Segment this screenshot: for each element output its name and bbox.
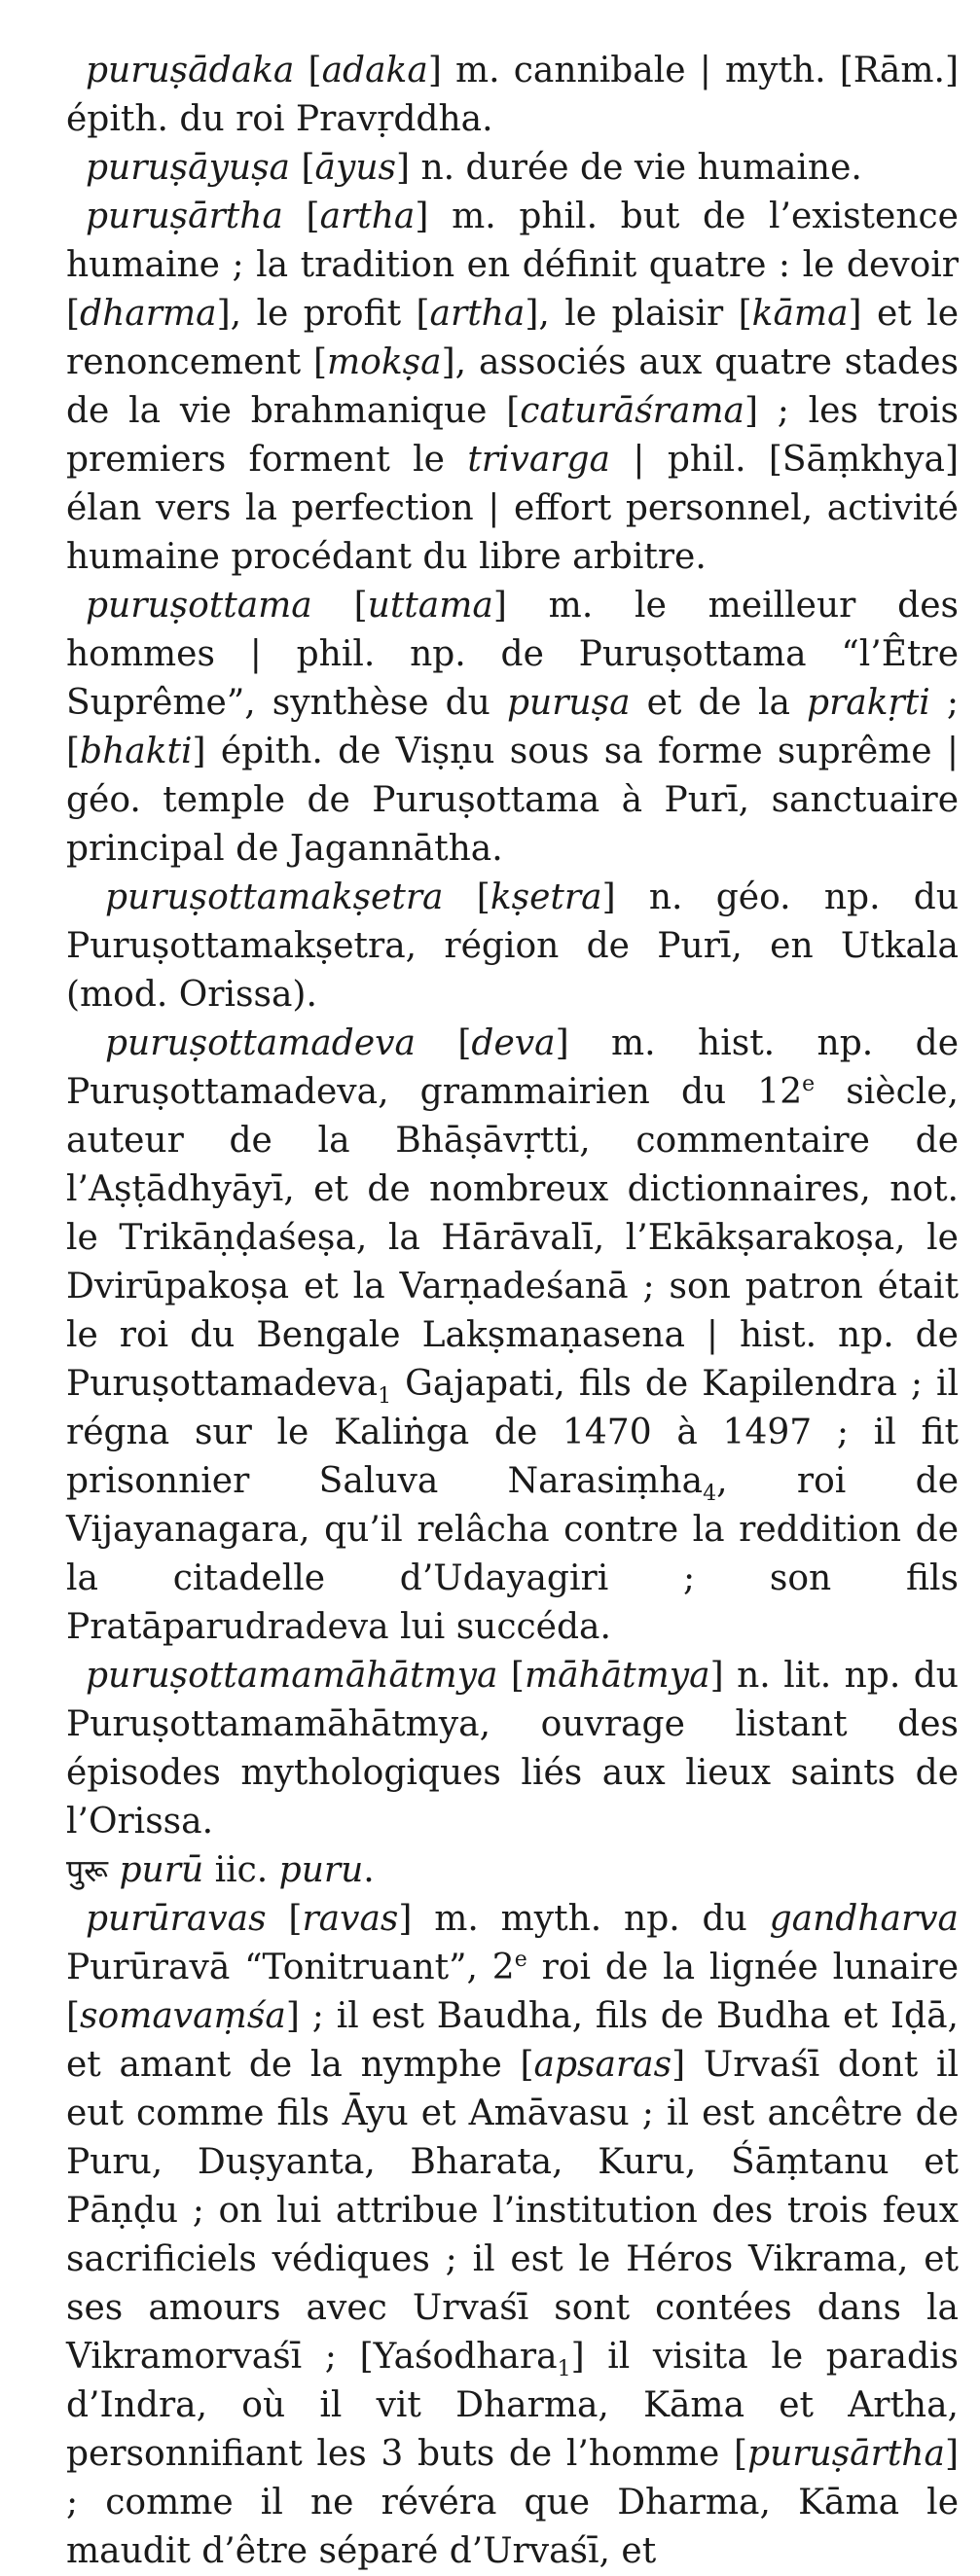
subscript: 1 — [557, 2357, 571, 2382]
italic-term: trivarga — [467, 440, 611, 480]
entry-lemma: puruṣottama — [86, 586, 312, 626]
entry-text: iic. — [203, 1850, 279, 1890]
entry-text: ] ; les trois premiers forment le — [66, 391, 959, 480]
entry-text: ] m. le meilleur des hommes | phil. np. de Puruṣottama “l’Être Suprême”, synthèse du — [66, 586, 959, 723]
entry-lemma: puruṣādaka — [86, 51, 295, 90]
dictionary-entry — [66, 144, 959, 193]
entry-text: [ — [415, 1023, 472, 1063]
entry-lemma: purū — [119, 1850, 204, 1890]
italic-term: māhātmya — [524, 1656, 710, 1696]
dictionary-entry — [66, 582, 959, 874]
entry-text: ] épith. de Viṣṇu sous sa forme suprême | géo. temple de Puruṣottama à Purī, sanctuaire principal de Jagannātha. — [66, 732, 959, 869]
entry-text: ] m. phil. but de l’existence humaine ; la tradition en définit quatre : le devoir [ — [66, 197, 959, 334]
entry-text: [ — [282, 197, 320, 236]
entry-lemma: puruṣottamakṣetra — [105, 877, 444, 917]
dictionary-entry — [66, 1652, 959, 1846]
entry-text: ] n. géo. np. du Puruṣottamakṣetra, région de Purī, en Utkala (mod. Orissa). — [66, 877, 959, 1015]
italic-term: dharma — [80, 294, 217, 334]
italic-term: caturāśrama — [520, 391, 744, 431]
italic-term: āyus — [314, 148, 396, 188]
entry-text: ] Urvaśī dont il eut comme fils Āyu et Amāvasu ; il est ancêtre de Puru, Duṣyanta, Bharata, Kuru, Śāṃtanu et Pāṇḍu ; on lui attribue l’institution des trois feux sacrificiels védiques ; il est le Héros Vikrama, et ses amours avec Urvaśī sont contées dans la Vikramorvaśī ; [Yaśodhara — [66, 2045, 959, 2377]
entry-text: ] ; comme il ne révéra que Dharma, Kāma le maudit d’être séparé d’Urvaśī, et — [66, 2434, 959, 2571]
entry-text: [ — [290, 148, 315, 188]
entry-text: ], associés aux quatre stades de la vie brahmanique [ — [66, 342, 960, 431]
devanagari-headword: पुरू — [66, 1852, 109, 1889]
italic-term: puruṣārtha — [747, 2434, 945, 2474]
entry-text: , roi de Vijayanagara, qu’il relâcha contre la reddition de la citadelle d’Udayagiri ; son fils Pratāparudradeva lui succéda. — [66, 1461, 959, 1647]
dictionary-entry — [66, 874, 959, 1020]
entry-text: ], le plaisir [ — [525, 294, 752, 334]
italic-term: bhakti — [80, 732, 193, 771]
entry-text: ] il visita le paradis d’Indra, où il vit Dharma, Kāma et Artha, personnifiant les 3 buts de l’homme [ — [66, 2337, 959, 2474]
dictionary-entry — [66, 193, 959, 582]
italic-term: puru — [278, 1850, 364, 1890]
italic-term: artha — [319, 197, 416, 236]
italic-term: apsaras — [533, 2045, 672, 2085]
entry-list — [66, 47, 959, 2576]
entry-text: ] m. myth. np. du — [398, 1899, 770, 1939]
entry-text: [ — [294, 51, 322, 90]
italic-term: gandharva — [769, 1899, 959, 1939]
italic-term: kāma — [751, 294, 849, 334]
italic-term: deva — [471, 1023, 556, 1063]
italic-term: puruṣa — [506, 683, 631, 723]
entry-text: et de la — [630, 683, 808, 723]
entry-text: ], le profit [ — [216, 294, 430, 334]
subscript: 4 — [703, 1482, 717, 1507]
entry-text: [ — [497, 1656, 525, 1696]
entry-text: ; [ — [66, 683, 959, 771]
entry-text: siècle, auteur de la Bhāṣāvṛtti, commentaire de l’Aṣṭādhyāyī, et de nombreux dictionnaires, not. le Trikāṇḍaśeṣa, la Hārāvalī, l’Ekākṣarakoṣa, le Dvirūpakoṣa et la Varṇadeśanā ; son patron était le roi du Bengale Lakṣmaṇasena | hist. np. de Puruṣottamadeva — [66, 1072, 959, 1404]
italic-term: mokṣa — [327, 342, 442, 382]
entry-lemma: puruṣottamadeva — [105, 1023, 416, 1063]
entry-lemma: puruṣāyuṣa — [86, 148, 291, 188]
entry-text: ] n. durée de vie humaine. — [396, 148, 862, 188]
italic-term: somavaṃśa — [80, 1996, 286, 2036]
entry-text: . — [363, 1850, 375, 1890]
entry-text: [ — [443, 877, 490, 917]
italic-term: ravas — [302, 1899, 399, 1939]
dictionary-entry — [66, 1895, 959, 2576]
italic-term: adaka — [321, 51, 428, 90]
entry-text: ] m. cannibale | myth. [Rām.] épith. du roi Pravṛddha. — [66, 51, 959, 139]
entry-lemma: puruṣārtha — [86, 197, 283, 236]
dictionary-entry — [66, 47, 959, 144]
entry-text: roi de la lignée lunaire [ — [66, 1948, 959, 2036]
superscript: e — [514, 1948, 527, 1972]
subscript: 1 — [378, 1384, 392, 1410]
entry-text: | phil. [Sāṃkhya] élan vers la perfection | effort personnel, activité humaine procédant du libre arbitre. — [66, 440, 960, 577]
entry-text: [ — [311, 586, 368, 626]
entry-text: Purūravā “Tonitruant”, 2 — [66, 1948, 515, 1987]
superscript: e — [802, 1072, 816, 1096]
entry-lemma: puruṣottamamāhātmya — [86, 1656, 498, 1696]
dictionary-entry — [66, 1020, 959, 1652]
entry-lemma: purūravas — [86, 1899, 267, 1939]
entry-text: Gajapati, fils de Kapilendra ; il régna sur le Kaliṅga de 1470 à 1497 ; il fit prisonnier Saluva Narasiṃha — [66, 1364, 959, 1501]
entry-text: ] et le renoncement [ — [66, 294, 959, 382]
dictionary-entry — [66, 1846, 959, 1895]
entry-text: ] m. hist. np. de Puruṣottamadeva, grammairien du 12 — [66, 1023, 959, 1112]
entry-text: ] n. lit. np. du Puruṣottamamāhātmya, ouvrage listant des épisodes mythologiques liés aux lieux saints de l’Orissa. — [66, 1656, 959, 1842]
italic-term: prakṛti — [807, 683, 930, 723]
italic-term: uttama — [367, 586, 493, 626]
entry-text: [ — [266, 1899, 303, 1939]
entry-text: ] ; il est Baudha, fils de Budha et Iḍā, et amant de la nymphe [ — [66, 1996, 959, 2085]
italic-term: artha — [429, 294, 526, 334]
italic-term: kṣetra — [490, 877, 602, 917]
